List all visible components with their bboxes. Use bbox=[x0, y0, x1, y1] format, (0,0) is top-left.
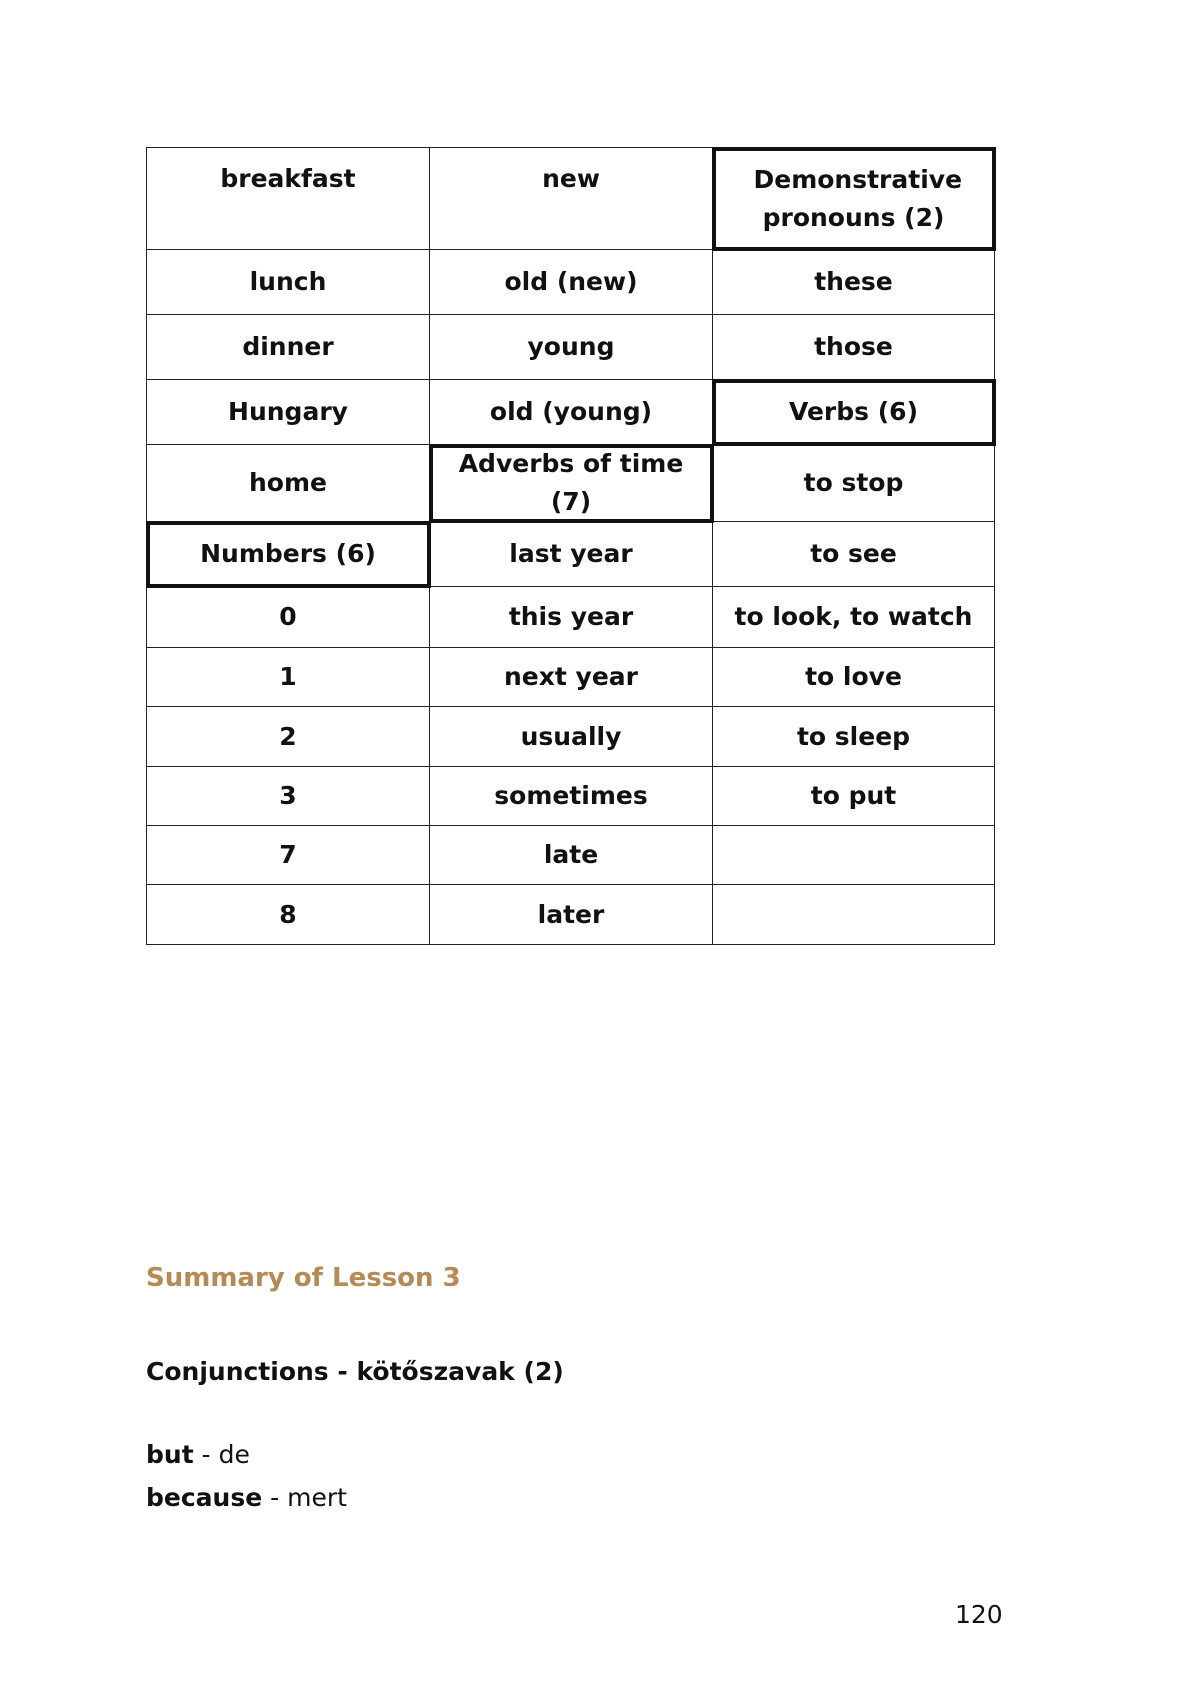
table-cell: usually bbox=[430, 707, 713, 767]
conjunction-english: but bbox=[146, 1440, 194, 1469]
table-row bbox=[147, 826, 995, 885]
table-cell: to love bbox=[713, 648, 995, 707]
category-heading-adverbs-of-time: Adverbs of time (7) bbox=[430, 445, 713, 522]
table-cell: 1 bbox=[147, 648, 430, 707]
table-cell: 2 bbox=[147, 707, 430, 767]
table-cell bbox=[713, 885, 995, 945]
table-cell: home bbox=[147, 445, 430, 522]
conjunction-separator: - bbox=[193, 1440, 219, 1469]
table-row bbox=[147, 587, 995, 648]
table-cell: dinner bbox=[147, 315, 430, 380]
page-number: 120 bbox=[955, 1600, 1003, 1629]
summary-title: Summary of Lesson 3 bbox=[146, 1263, 461, 1293]
table-cell: this year bbox=[430, 587, 713, 648]
conjunction-hungarian: mert bbox=[287, 1483, 347, 1512]
table-row bbox=[147, 885, 995, 945]
table-row bbox=[147, 148, 995, 250]
table-cell: 0 bbox=[147, 587, 430, 648]
category-heading-verbs: Verbs (6) bbox=[713, 380, 995, 445]
vocabulary-table bbox=[146, 147, 995, 945]
table-cell: breakfast bbox=[147, 148, 430, 250]
table-cell: late bbox=[430, 826, 713, 885]
table-cell: lunch bbox=[147, 250, 430, 315]
category-heading-numbers: Numbers (6) bbox=[147, 522, 430, 587]
table-cell: young bbox=[430, 315, 713, 380]
table-row bbox=[147, 522, 995, 587]
table-cell: those bbox=[713, 315, 995, 380]
category-heading-demonstrative-pronouns: Demonstrative pronouns (2) bbox=[713, 148, 995, 250]
conjunction-hungarian: de bbox=[218, 1440, 250, 1469]
table-cell bbox=[713, 826, 995, 885]
table-row bbox=[147, 380, 995, 445]
table-cell: 7 bbox=[147, 826, 430, 885]
table-cell: 8 bbox=[147, 885, 430, 945]
table-row bbox=[147, 315, 995, 380]
table-cell: to sleep bbox=[713, 707, 995, 767]
table-cell: to see bbox=[713, 522, 995, 587]
table-cell: sometimes bbox=[430, 767, 713, 826]
table-row bbox=[147, 767, 995, 826]
table-cell: these bbox=[713, 250, 995, 315]
table-cell: old (young) bbox=[430, 380, 713, 445]
table-row bbox=[147, 648, 995, 707]
table-cell: Hungary bbox=[147, 380, 430, 445]
conjunction-item bbox=[146, 1440, 250, 1469]
conjunction-separator: - bbox=[262, 1483, 288, 1512]
table-row bbox=[147, 707, 995, 767]
table-cell: old (new) bbox=[430, 250, 713, 315]
table-row bbox=[147, 445, 995, 522]
table-cell: last year bbox=[430, 522, 713, 587]
conjunction-item bbox=[146, 1483, 347, 1512]
conjunction-english: because bbox=[146, 1483, 263, 1512]
table-row bbox=[147, 250, 995, 315]
table-cell: to look, to watch bbox=[713, 587, 995, 648]
table-cell: 3 bbox=[147, 767, 430, 826]
table-cell: to stop bbox=[713, 445, 995, 522]
conjunctions-heading: Conjunctions - kötőszavak (2) bbox=[146, 1357, 564, 1386]
table-cell: next year bbox=[430, 648, 713, 707]
table-cell: later bbox=[430, 885, 713, 945]
table-cell: to put bbox=[713, 767, 995, 826]
table-cell: new bbox=[430, 148, 713, 250]
